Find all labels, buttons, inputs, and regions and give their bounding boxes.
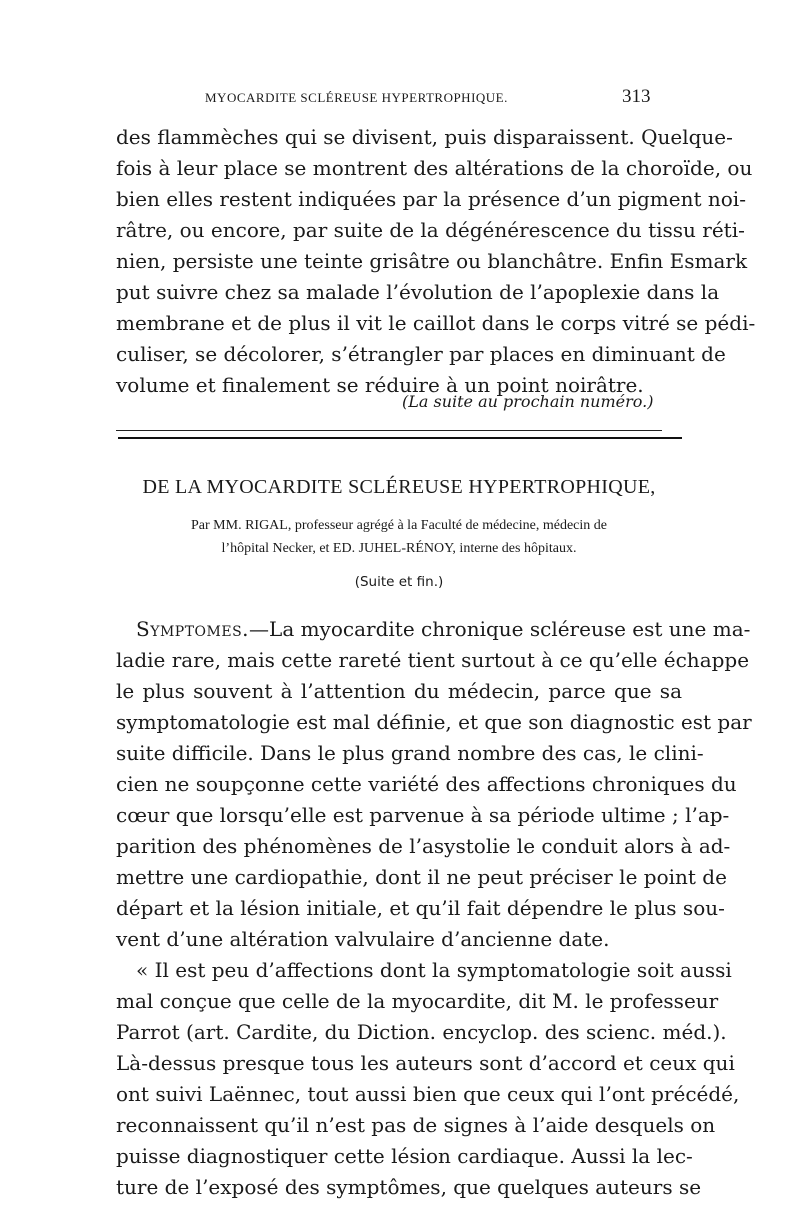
text-line: cœur que lorsqu’elle est parvenue à sa période ultime ; l’ap- (116, 803, 730, 827)
text-line: départ et la lésion initiale, et qu’il fait dépendre le plus sou- (116, 896, 725, 920)
text-line: des flammèches qui se divisent, puis disparaissent. Quelque- (116, 125, 733, 149)
section-label: Symptomes. (136, 617, 250, 641)
text-line: mettre une cardiopathie, dont il ne peut préciser le point de (116, 865, 727, 889)
text-line: suite difficile. Dans le plus grand nombre des cas, le clini- (116, 741, 704, 765)
continuation-note: (Suite et fin.) (354, 574, 444, 590)
text-line: culiser, se décolorer, s’étrangler par places en diminuant de (116, 342, 726, 366)
text-line: le plus souvent à l’attention du médecin, parce que sa (116, 679, 682, 703)
text-line: ture de l’exposé des symptômes, que quelques auteurs se (116, 1175, 702, 1199)
running-head-title: MYOCARDITE SCLÉREUSE HYPERTROPHIQUE. (205, 90, 508, 105)
text-line-rest: —La myocardite chronique scléreuse est une ma- (249, 617, 751, 641)
text-line: membrane et de plus il vit le caillot dans le corps vitré se pédi- (116, 311, 756, 335)
separator-rule (116, 430, 662, 431)
text-line: puisse diagnostiquer cette lésion cardiaque. Aussi la lec- (116, 1144, 693, 1168)
text-line: mal conçue que celle de la myocardite, dit M. le professeur (116, 989, 719, 1013)
text-line: Là-dessus presque tous les auteurs sont d’accord et ceux qui (116, 1051, 735, 1075)
page-number: 313 (622, 86, 651, 107)
to-be-continued-note: (La suite au prochain numéro.) (402, 392, 654, 411)
text-line: vent d’une altération valvulaire d’ancienne date. (116, 927, 610, 951)
article-title: DE LA MYOCARDITE SCLÉREUSE HYPERTROPHIQUE, (142, 476, 656, 498)
text-line: fois à leur place se montrent des altérations de la choroïde, ou (116, 156, 753, 180)
text-line: bien elles restent indiquées par la présence d’un pigment noi- (116, 187, 746, 211)
text-line: symptomatologie est mal définie, et que son diagnostic est par (116, 710, 752, 734)
text-line: Parrot (art. Cardite, du Diction. encyclop. des scienc. méd.). (116, 1020, 727, 1044)
text-line: « Il est peu d’affections dont la symptomatologie soit aussi (136, 958, 732, 982)
text-line: ont suivi Laënnec, tout aussi bien que ceux qui l’ont précédé, (116, 1082, 740, 1106)
separator-rule (118, 437, 682, 439)
byline: l’hôpital Necker, et ED. JUHEL-RÉNOY, interne des hôpitaux. (221, 541, 577, 556)
text-line: reconnaissent qu’il n’est pas de signes à l’aide desquels on (116, 1113, 716, 1137)
text-line: volume et finalement se réduire à un point noirâtre. (116, 373, 644, 397)
text-line: put suivre chez sa malade l’évolution de l’apoplexie dans la (116, 280, 720, 304)
text-line: nien, persiste une teinte grisâtre ou blanchâtre. Enfin Esmark (116, 249, 748, 273)
text-line: râtre, ou encore, par suite de la dégénérescence du tissu réti- (116, 218, 745, 242)
byline: Par MM. RIGAL, professeur agrégé à la Faculté de médecine, médecin de (191, 518, 607, 533)
text-line: ladie rare, mais cette rareté tient surtout à ce qu’elle échappe (116, 648, 750, 672)
text-line: parition des phénomènes de l’asystolie le conduit alors à ad- (116, 834, 731, 858)
text-line: cien ne soupçonne cette variété des affections chroniques du (116, 772, 737, 796)
text-line (136, 616, 751, 642)
